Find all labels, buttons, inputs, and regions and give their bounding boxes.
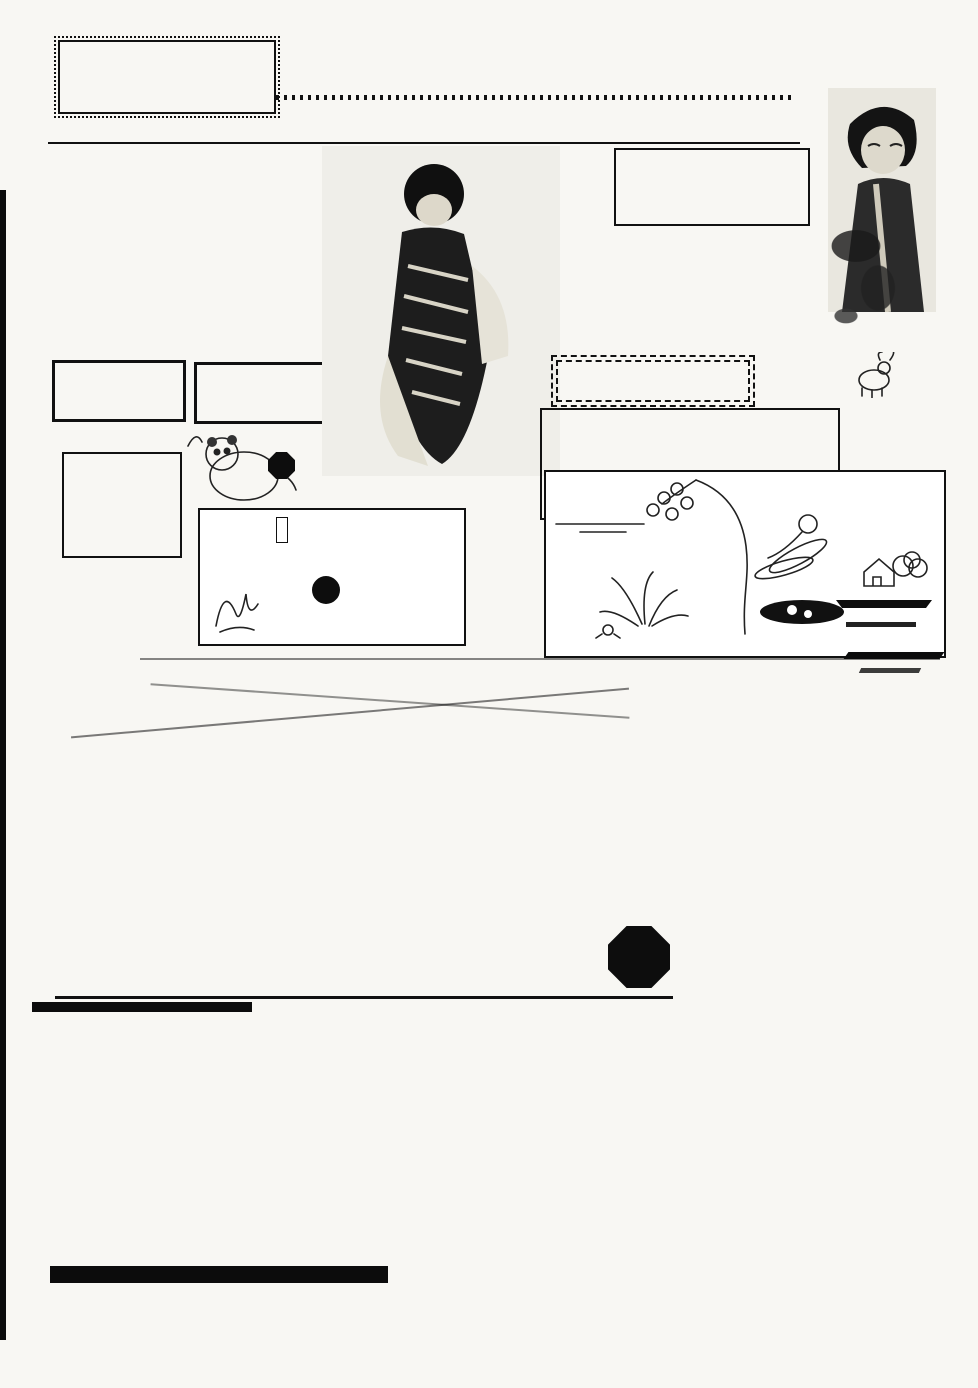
number-trend-chart bbox=[30, 1004, 946, 1350]
ink-smear2 bbox=[859, 668, 921, 673]
summary-title-bar bbox=[50, 1266, 388, 1283]
main-photo bbox=[322, 146, 560, 476]
picture-box bbox=[544, 470, 946, 658]
map-offer-line bbox=[276, 576, 340, 604]
chuandian-box bbox=[556, 360, 750, 402]
scan-edge-bar bbox=[0, 190, 6, 1340]
ink-smear bbox=[844, 652, 945, 659]
left-border-ornament bbox=[4, 36, 28, 1336]
scratch-line2 bbox=[151, 683, 630, 718]
trend-underline bbox=[55, 996, 673, 999]
map-code-value bbox=[276, 517, 288, 543]
ornament-rule bbox=[276, 95, 796, 100]
small-number-box bbox=[52, 360, 186, 422]
double-number-box bbox=[194, 362, 328, 424]
smear-line bbox=[140, 658, 940, 660]
right-border-ornament bbox=[950, 36, 974, 1336]
signature-scribble bbox=[206, 572, 268, 638]
unknown-badge bbox=[608, 926, 670, 988]
zodiac-wheel bbox=[682, 716, 950, 990]
seal-badge bbox=[312, 576, 340, 604]
chart-corner-bar bbox=[32, 1002, 252, 1012]
riddle-drawing bbox=[546, 472, 940, 652]
top-border-ornament bbox=[6, 6, 972, 30]
hint-box bbox=[62, 452, 182, 558]
tip-underline bbox=[48, 142, 800, 144]
lucky-slogan-box bbox=[58, 40, 276, 114]
bottom-border-ornament bbox=[6, 1354, 972, 1380]
scratch-line1 bbox=[71, 688, 629, 739]
couplet-box bbox=[614, 148, 810, 226]
ink-blot bbox=[820, 216, 904, 336]
secret-map-box bbox=[198, 508, 466, 646]
ox-sketch bbox=[848, 352, 902, 398]
map-code-line bbox=[276, 518, 288, 542]
